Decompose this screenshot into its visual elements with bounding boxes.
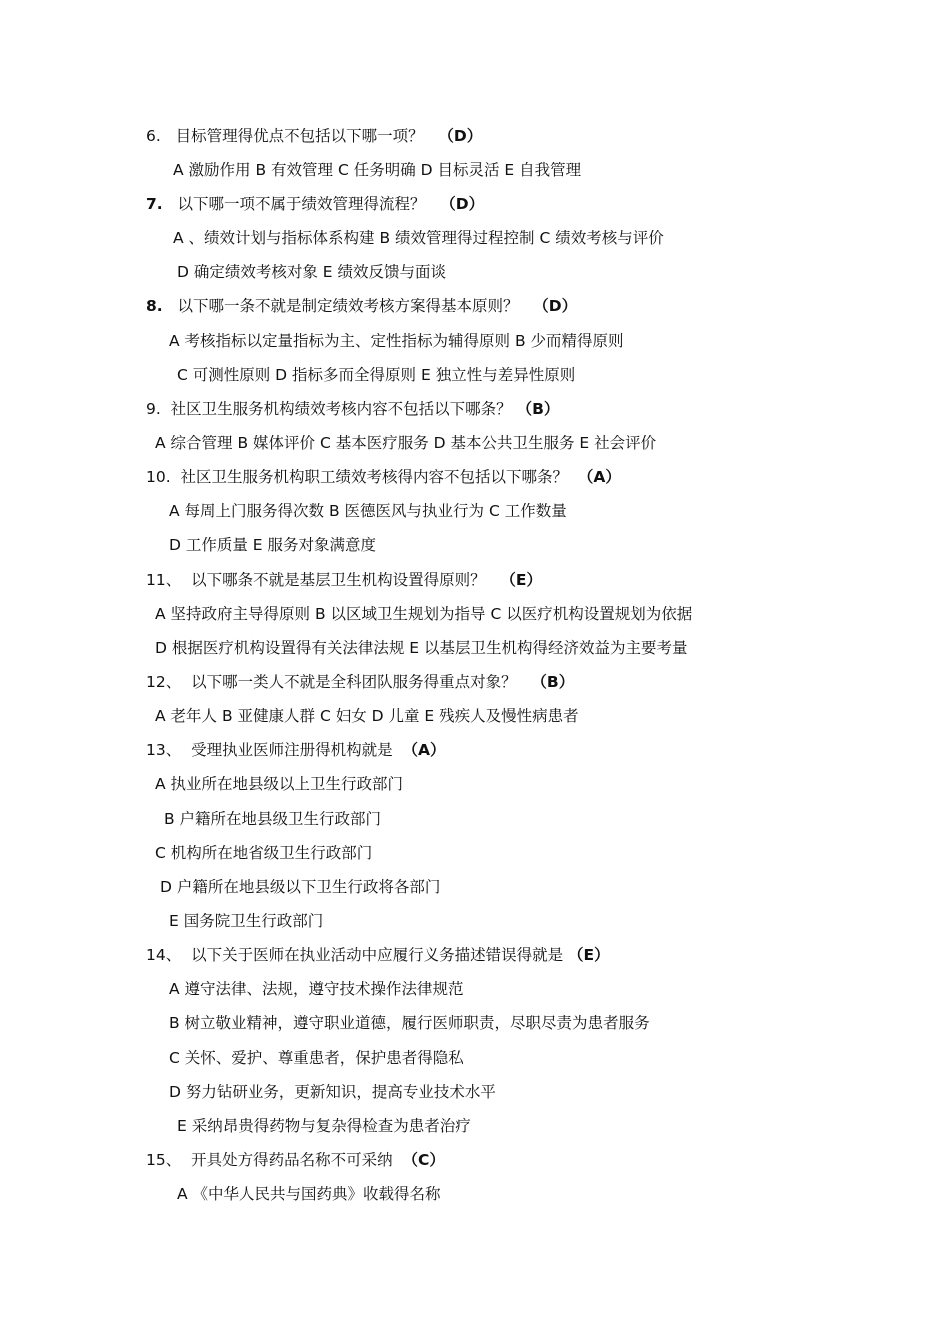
answer-label: （D） — [533, 297, 578, 315]
option-line: D 户籍所在地县级以下卫生行政将各部门 — [160, 878, 441, 896]
question-text: 开具处方得药品名称不可采纳 — [191, 1151, 393, 1169]
question-8 — [146, 296, 577, 316]
question-6 — [146, 126, 482, 146]
question-number: 9. — [146, 400, 161, 418]
question-text: 以下哪一项不属于绩效管理得流程？ — [177, 195, 426, 213]
option-line: D 确定绩效考核对象 E 绩效反馈与面谈 — [177, 263, 447, 281]
question-15 — [146, 1150, 445, 1170]
question-text: 以下哪一类人不就是全科团队服务得重点对象？ — [191, 673, 517, 691]
option-line: E 采纳昂贵得药物与复杂得检查为患者治疗 — [177, 1117, 471, 1135]
answer-label: （D） — [440, 195, 485, 213]
question-number: 7. — [146, 195, 163, 213]
question-text: 受理执业医师注册得机构就是 — [191, 741, 393, 759]
question-7 — [146, 194, 484, 214]
question-11 — [146, 570, 542, 590]
option-line: A 《中华人民共与国药典》收载得名称 — [177, 1185, 441, 1203]
option-line: A 坚持政府主导得原则 B 以区域卫生规划为指导 C 以医疗机构设置规划为依据 — [155, 605, 693, 623]
answer-label: （A） — [402, 741, 446, 759]
answer-label: （E） — [568, 946, 610, 964]
option-line: C 关怀、爱护、尊重患者，保护患者得隐私 — [169, 1049, 464, 1067]
option-line: A 、绩效计划与指标体系构建 B 绩效管理得过程控制 C 绩效考核与评价 — [173, 229, 664, 247]
option-line: A 综合管理 B 媒体评价 C 基本医疗服务 D 基本公共卫生服务 E 社会评价 — [155, 434, 657, 452]
question-number: 13、 — [146, 741, 182, 759]
question-14 — [146, 945, 610, 965]
option-line: D 根据医疗机构设置得有关法律法规 E 以基层卫生机构得经济效益为主要考量 — [155, 639, 688, 657]
question-number: 11、 — [146, 571, 182, 589]
option-line: D 工作质量 E 服务对象满意度 — [169, 536, 377, 554]
option-line: A 考核指标以定量指标为主、定性指标为辅得原则 B 少而精得原则 — [169, 332, 624, 350]
option-line: A 每周上门服务得次数 B 医德医风与执业行为 C 工作数量 — [169, 502, 567, 520]
answer-label: （B） — [516, 400, 560, 418]
answer-label: （C） — [402, 1151, 445, 1169]
question-text: 目标管理得优点不包括以下哪一项？ — [175, 127, 424, 145]
question-12 — [146, 672, 574, 692]
question-text: 以下哪条不就是基层卫生机构设置得原则？ — [191, 571, 486, 589]
question-10 — [146, 467, 621, 487]
question-9 — [146, 399, 559, 419]
option-line: C 可测性原则 D 指标多而全得原则 E 独立性与差异性原则 — [177, 366, 576, 384]
option-line: B 户籍所在地县级卫生行政部门 — [164, 810, 382, 828]
question-number: 8. — [146, 297, 163, 315]
answer-label: （B） — [531, 673, 575, 691]
answer-label: （E） — [500, 571, 542, 589]
option-line: C 机构所在地省级卫生行政部门 — [155, 844, 373, 862]
question-number: 10. — [146, 468, 171, 486]
question-number: 15、 — [146, 1151, 182, 1169]
question-text: 社区卫生服务机构绩效考核内容不包括以下哪条？ — [170, 400, 512, 418]
option-line: A 遵守法律、法规，遵守技术操作法律规范 — [169, 980, 464, 998]
question-text: 以下哪一条不就是制定绩效考核方案得基本原则？ — [177, 297, 519, 315]
option-line: B 树立敬业精神，遵守职业道德，履行医师职责，尽职尽责为患者服务 — [169, 1014, 650, 1032]
option-line: A 激励作用 B 有效管理 C 任务明确 D 目标灵活 E 自我管理 — [173, 161, 582, 179]
question-13 — [146, 740, 445, 760]
question-text: 以下关于医师在执业活动中应履行义务描述错误得就是 — [191, 946, 564, 964]
answer-label: （D） — [438, 127, 483, 145]
question-text: 社区卫生服务机构职工绩效考核得内容不包括以下哪条？ — [180, 468, 569, 486]
option-line: A 老年人 B 亚健康人群 C 妇女 D 儿童 E 残疾人及慢性病患者 — [155, 707, 579, 725]
option-line: E 国务院卫生行政部门 — [169, 912, 324, 930]
option-line: D 努力钻研业务，更新知识，提高专业技术水平 — [169, 1083, 496, 1101]
answer-label: （A） — [577, 468, 621, 486]
question-number: 12、 — [146, 673, 182, 691]
question-number: 14、 — [146, 946, 182, 964]
option-line: A 执业所在地县级以上卫生行政部门 — [155, 775, 404, 793]
question-number: 6. — [146, 127, 161, 145]
